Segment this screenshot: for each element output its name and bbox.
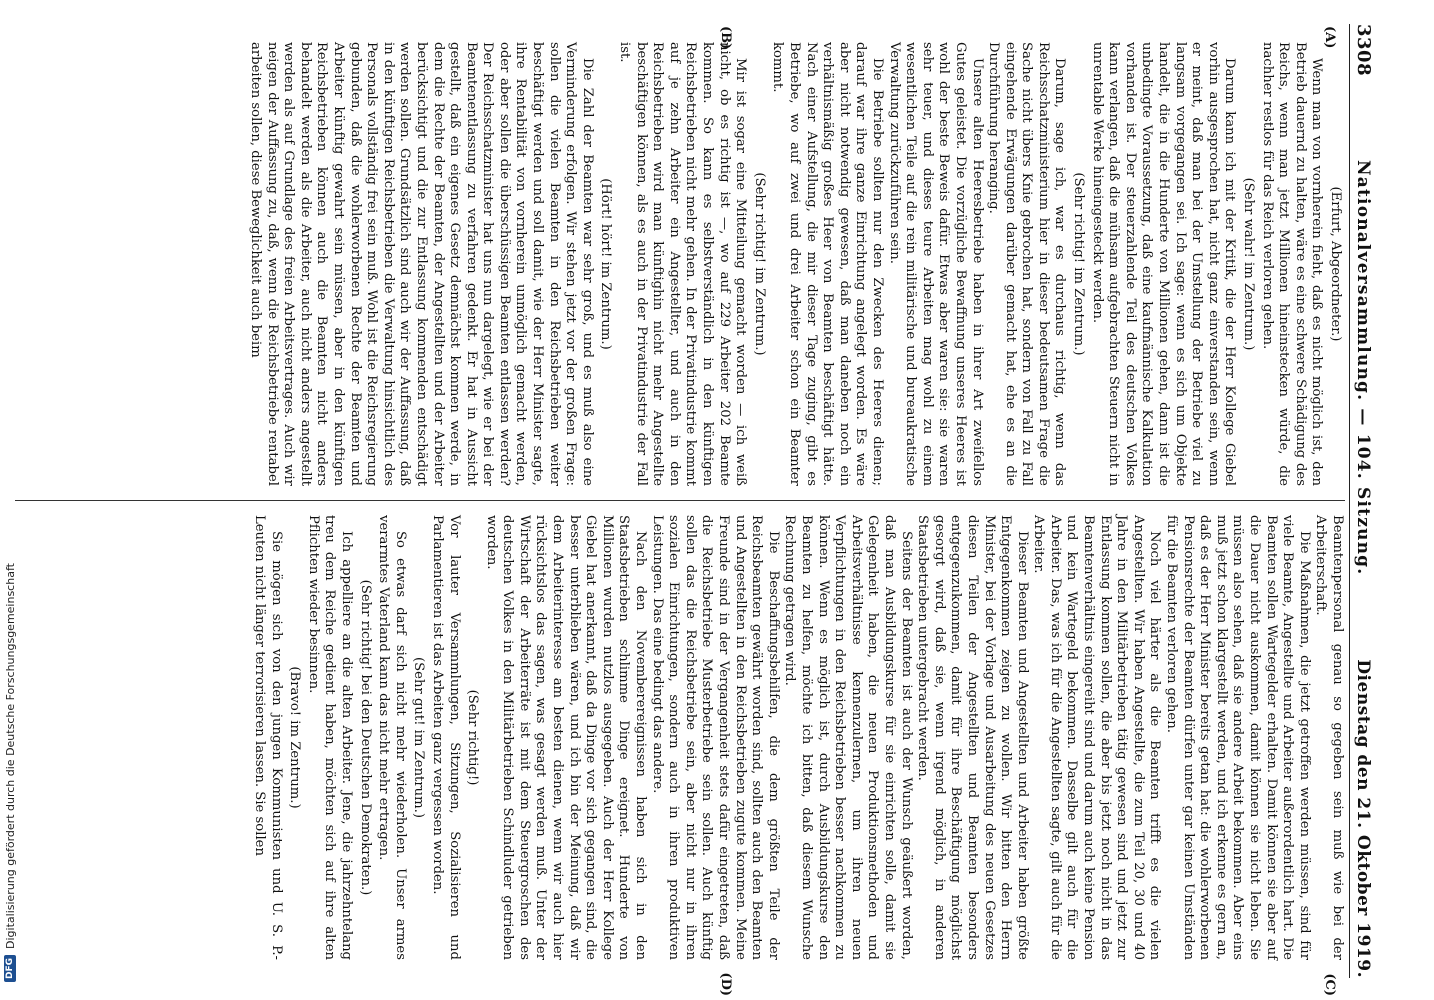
margin-marker-a: (A) xyxy=(1322,26,1337,49)
page-title: Nationalversammlung. — 104. Sitzung. xyxy=(1353,160,1373,576)
dfg-logo: DFG xyxy=(4,955,16,982)
paragraph: Nach den Novemberereignissen haben sich in den Staatsbetrieben schlimme Dinge ereignet. Hunderte von Millionen wurden nutzlos ausgegeben. Auch der Herr Kollege Giebel hat anerkannt, daß da Dinge vor sich gegangen sind, die besser unterblieben wären, und ich bin der Meinung, daß wir dem Arbeiterinteresse am besten dienen, wenn wir auch hier rücksichtslos das sagen, was gesagt werden muß. Unter der Wirtschaft der Arbeiterräte ist mit dem Steuergroschen des deutschen Volkes in den Militärbetrieben Schindluder getrieben worden. xyxy=(483,515,649,960)
paragraph: So etwas darf sich nicht mehr wiederholen. Unser armes verarmtes Vaterland kann das nicht mehr ertragen. xyxy=(376,515,408,960)
text-columns xyxy=(15,24,1345,996)
interjection: (Sehr richtig! im Zentrum.) xyxy=(751,172,767,356)
margin-marker-d: (D) xyxy=(718,972,733,996)
paragraph: Die Beschaffungsbehilfen, die dem größten Teile der Reichsbeamten gewährt worden sind, sollten auch den Beamten und Angestellten in den Reichsbetrieben zugute kommen. Meine Freunde sind in der Vergangenheit stets dafür eingetreten, daß die Reichsbetriebe Musterbetriebe sein sollen. Auch künftig sollen das die Reichsbetriebe sein, aber nicht nur in ihren sozialen Einrichtungen, sondern auch in ihren produktiven Leistungen. Das eine bedingt das andere. xyxy=(649,515,781,960)
paragraph: Wenn man von vornherein fieht, daß es nicht möglich ist, den Betrieb dauernd zu halten, wäre es eine schwere Schädigung des Reichs, wenn man jetzt Millionen hineinstecken würde, die nachher restlos für das Reich verloren gehen. xyxy=(1259,42,1325,486)
interjection: (Sehr wahr! im Zentrum.) xyxy=(1241,177,1257,351)
page-header xyxy=(1349,24,1374,978)
session-date: Dienstag den 21. Oktober 1919. xyxy=(1353,659,1373,978)
interjection: (Sehr richtig!) xyxy=(465,689,481,786)
paragraph: Noch viel härter als die Beamten trifft es die vielen Angestellten. Wir haben Angestellte, die zum Teil 20, 30 und 40 Jahre in den Militärbetrieben tätig gewesen sind und jetzt zur Entlassung kommen sollen, die aber bis jetzt noch nicht in das Beamtenverhältnis eingereiht sind und darum auch keine Pension und kein Wartegeld bekommen. Dasselbe gilt auch für die Arbeiter. Das, was ich für die Angestellten sagte, gilt auch für die Arbeiter. xyxy=(1031,515,1163,960)
paragraph: Vor lauter Versammlungen, Sitzungen, Sozialisieren und Parlamentieren ist das Arbeiten ganz vergessen worden. xyxy=(429,515,462,960)
paragraph: Dieser Beamten und Angestellten und Arbeiter haben größte Entgegenkommen zeigen zu wollen. Wir bitten den Herrn Minister, bei der Vorlage und Ausarbeitung des neuen Gesetzes diesen Teilen der Angestellten und Beamten besonders entgegenzukommen, damit für ihre Beschäftigung möglichst gesorgt wird, daß sie, wenn irgend möglich, in anderen Staatsbetrieben untergebracht werden. xyxy=(915,515,1030,960)
interjection: (Sehr richtig! bei den Deutschen Demokraten.) xyxy=(357,579,373,896)
paragraph: Sie mögen sich von den jungen Kommunisten und U. S. P.-Leuten nicht länger terrorisieren lassen. Sie sollen xyxy=(252,515,284,960)
digitization-credit: Digitalisierung gefördert durch die Deutsche Forschungsgemeinschaft xyxy=(3,563,17,949)
paragraph: Die Zahl der Beamten war sehr groß, und es muß also eine Verminderung erfolgen. Wir stehen jetzt vor der großen Frage: sollen die vielen Beamten in den Reichsbetrieben weiter beschäftigt werden und soll damit, wie der Herr Minister sagte, ihre Rentabilität von vornherein unmöglich gemacht werden, oder aber sollen die überschüssigen Beamten entlassen werden? Der Reichsschatzminister hat uns nun dargelegt, wie er bei der Beamtenentlassung zu verfahren gedenkt. Er hat in Aussicht gestellt, daß ein eigenes Gesetz demnächst kommen werde, in dem die Rechte der Beamten, der Angestellten und der Arbeiter berücksichtigt und die zur Entlassung kommenden entschädigt werden sollen. Grundsätzlich sind auch wir der Auffassung, daß in den künftigen Reichsbetrieben die Verwaltung hinsichtlich des Personals vollständig frei sein muß. Wohl ist die Reichsregierung gebunden, daß die wohlerworbenen Rechte der Beamten und Arbeiter künftig gewahrt sein müssen, aber in den künftigen Reichsbetrieben können auch die Beamten nicht anders behandelt werden als die Arbeiter, auch nicht anders angestellt werden als auf Grundlage des freien Arbeitsvertrages. Auch wir neigen der Auffassung zu, daß, wenn die Reichsbetriebe rentabel arbeiten sollen, diese Beweglichkeit auch beim xyxy=(248,42,595,486)
paragraph: Die Betriebe sollten nur den Zwecken des Heeres dienen; darauf war ihre ganze Einrichtung angelegt worden. Es wäre aber nicht notwendig gewesen, daß man daneben noch ein verhältnismäßig großes Heer von Beamten beschäftigt hätte. Nach einer Aufstellung, die mir dieser Tage zuging, gibt es Betriebe, wo auf zwei und drei Arbeiter schon ein Beamter kommt. xyxy=(770,42,885,486)
margin-marker-c: (C) xyxy=(1322,973,1337,996)
interjection: (Bravo! im Zentrum.) xyxy=(287,666,303,809)
page-number: 3308 xyxy=(1353,24,1374,77)
margin-marker-b: (B) xyxy=(718,26,733,50)
paragraph: Ich appelliere an die alten Arbeiter. Jene, die jahrzehntelang treu dem Reiche gedient haben, möchten sich auf ihre alten Pflichten wieder besinnen. xyxy=(305,515,354,960)
left-column xyxy=(15,24,1345,501)
paragraph: Darum kann ich mit der Kritik, die der Herr Kollege Giebel vorhin ausgesprochen hat, nicht ganz einverstanden sein, wenn er meint, daß man bei der Umstellung der Betriebe viel zu langsam vorgegangen sei. Ich sage: wenn es sich um Objekte handelt, die in die Hunderte von Millionen gehen, dann ist die unbedingte Voraussetzung, daß eine kaufmännische Kalkulation vorhanden ist. Der steuerzahlende Teil des deutschen Volkes kann verlangen, daß die mühsam aufgebrachten Steuern nicht in unrentable Werke hineingesteckt werden. xyxy=(1089,42,1238,486)
interjection: (Hört! hört! im Zentrum.) xyxy=(598,178,614,350)
paragraph: Seitens der Beamten ist auch der Wunsch geäußert worden, daß man Ausbildungskurse für sie einrichten solle, damit sie Gelegenheit haben, die neuen Produktionsmethoden und Arbeitsverhältnisse kennenzulernen, um ihren neuen Verpflichtungen in den Reichsbetrieben besser nachkommen zu können. Wenn es möglich ist, durch Ausbildungskurse den Beamten zu helfen, möchte ich bitten, daß diesem Wunsche Rechnung getragen wird. xyxy=(782,515,914,960)
paragraph: Die Maßnahmen, die jetzt getroffen werden müssen, sind für viele Beamte, Angestellte und Arbeiter außerordentlich hart. Die Beamten sollen Wartegelder erhalten. Damit können sie aber auf die Dauer nicht auskommen, damit können sie nicht leben. Sie müssen also sehen, daß sie andere Arbeit bekommen. Aber eins muß jetzt schon klargestellt werden, und ich erkenne es gern an, daß es der Herr Minister bereits getan hat: die wohlerworbenen Pensionsrechte der Beamten dürfen unter gar keinen Umständen für die Beamten verloren gehen. xyxy=(1164,515,1312,960)
interjection: (Sehr gut! im Zentrum.) xyxy=(411,656,427,818)
paragraph: Beamtenpersonal genau so gegeben sein muß wie bei der Arbeiterschaft. xyxy=(1313,515,1345,960)
interjection: (Erfurt, Abgeordneter.) xyxy=(1328,186,1343,342)
credit-strip xyxy=(0,0,22,1000)
paragraph: Mir ist sogar eine Mitteilung gemacht worden — ich weiß nicht, ob es richtig ist —, wo auf 229 Arbeiter 202 Beamte kommen. So kann es selbstverständlich in den künftigen Reichsbetrieben nicht mehr gehen. In der Privatindustrie kommt auf je zehn Arbeiter ein Angestellter, und auch in den Reichsbetrieben wird man künftighin nicht mehr Angestellte beschäftigen können, als es auch in der Privatindustrie der Fall ist. xyxy=(617,42,749,486)
interjection: (Sehr richtig! im Zentrum.) xyxy=(1071,172,1087,356)
paragraph: Darum, sage ich, war es durchaus richtig, wenn das Reichsschatzministerium hier in dieser bedeutsamen Frage die Sache nicht übers Knie gebrochen hat, sondern von Fall zu Fall eingehende Erwägungen darüber gemacht hat, ehe es an die Durchführung heranging. xyxy=(986,42,1068,486)
paragraph: Unsere alten Heeresbetriebe haben in ihrer Art zweifellos Gutes geleistet. Die vorzügliche Bewaffnung unseres Heeres ist wohl der beste Beweis dafür. Etwas aber waren sie: sie waren sehr teuer, und dieses teure Arbeiten mag wohl zu einem wesentlichen Teile auf die rein militärische und bureaukratische Verwaltung zurückzuführen sein. xyxy=(886,42,985,486)
right-column xyxy=(15,501,1345,996)
